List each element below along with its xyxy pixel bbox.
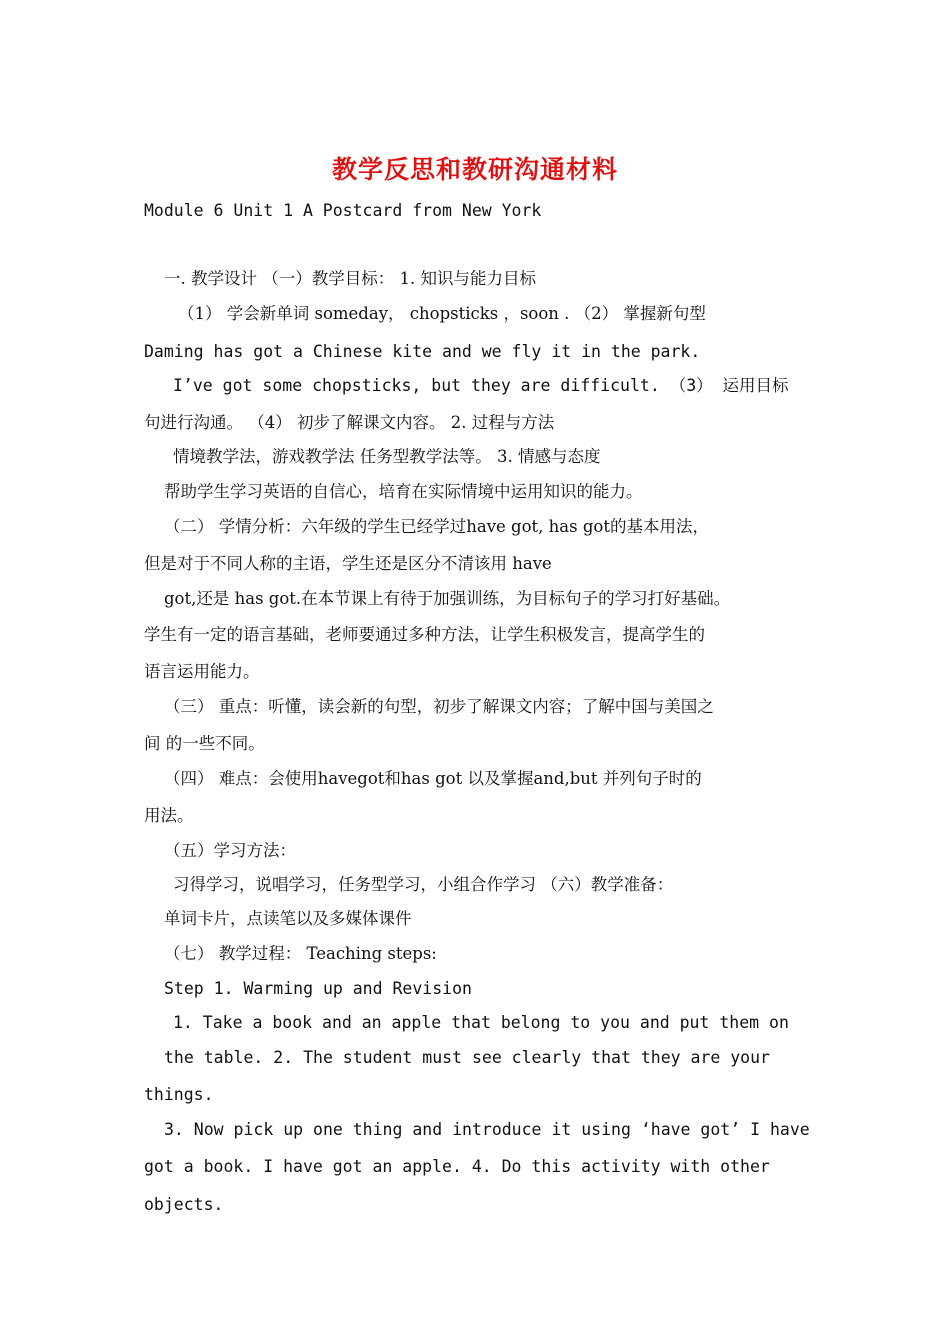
- text-line: 3. Now pick up one thing and introduce it using ‘have got’ I have: [164, 1120, 810, 1139]
- text-line: the table. 2. The student must see clearly that they are your: [164, 1048, 770, 1067]
- text-line: 句进行沟通。 （4） 初步了解课文内容。 2. 过程与方法: [144, 413, 555, 432]
- text-line: （四） 难点：会使用havegot和has got 以及掌握and,but 并列句子时的: [164, 769, 702, 788]
- text-line: Step 1. Warming up and Revision: [164, 979, 472, 998]
- text-line: （1） 学会新单词 someday， chopsticks ，soon . （2） 掌握新句型: [178, 304, 706, 323]
- text-line: （二） 学情分析：六年级的学生已经学过have got, has got的基本用法，: [164, 517, 709, 536]
- document-title: 教学反思和教研沟通材料: [331, 155, 618, 184]
- text-line: （三） 重点：听懂，读会新的句型，初步了解课文内容；了解中国与美国之: [164, 697, 714, 716]
- text-line: 1. Take a book and an apple that belong to you and put them on: [173, 1013, 789, 1032]
- text-line: （五）学习方法：: [164, 841, 296, 860]
- text-line: 间 的一些不同。: [144, 734, 265, 753]
- text-line: got,还是 has got.在本节课上有待于加强训练，为目标句子的学习打好基础。: [164, 589, 731, 608]
- text-line: （七） 教学过程： Teaching steps:: [164, 944, 437, 963]
- text-line: things.: [144, 1085, 214, 1104]
- text-line: 学生有一定的语言基础，老师要通过多种方法，让学生积极发言，提高学生的: [144, 625, 705, 644]
- text-line: got a book. I have got an apple. 4. Do this activity with other: [144, 1157, 770, 1176]
- text-line: 但是对于不同人称的主语，学生还是区分不清该用 have: [144, 554, 552, 573]
- document-subtitle: Module 6 Unit 1 A Postcard from New York: [144, 201, 542, 220]
- text-line: 一. 教学设计 （一）教学目标： 1. 知识与能力目标: [164, 269, 536, 288]
- text-line: 语言运用能力。: [144, 662, 260, 681]
- text-line: I’ve got some chopsticks, but they are difficult. （3） 运用目标: [173, 376, 789, 395]
- text-line: 用法。: [144, 806, 194, 825]
- text-line: 帮助学生学习英语的自信心，培育在实际情境中运用知识的能力。: [164, 482, 643, 501]
- text-line: 单词卡片，点读笔以及多媒体课件: [164, 909, 412, 928]
- text-line: objects.: [144, 1195, 224, 1214]
- text-line: Daming has got a Chinese kite and we fly it in the park.: [144, 342, 701, 361]
- text-line: 情境教学法，游戏教学法 任务型教学法等。 3. 情感与态度: [173, 447, 601, 466]
- text-line: 习得学习，说唱学习，任务型学习，小组合作学习 （六）教学准备：: [173, 875, 674, 894]
